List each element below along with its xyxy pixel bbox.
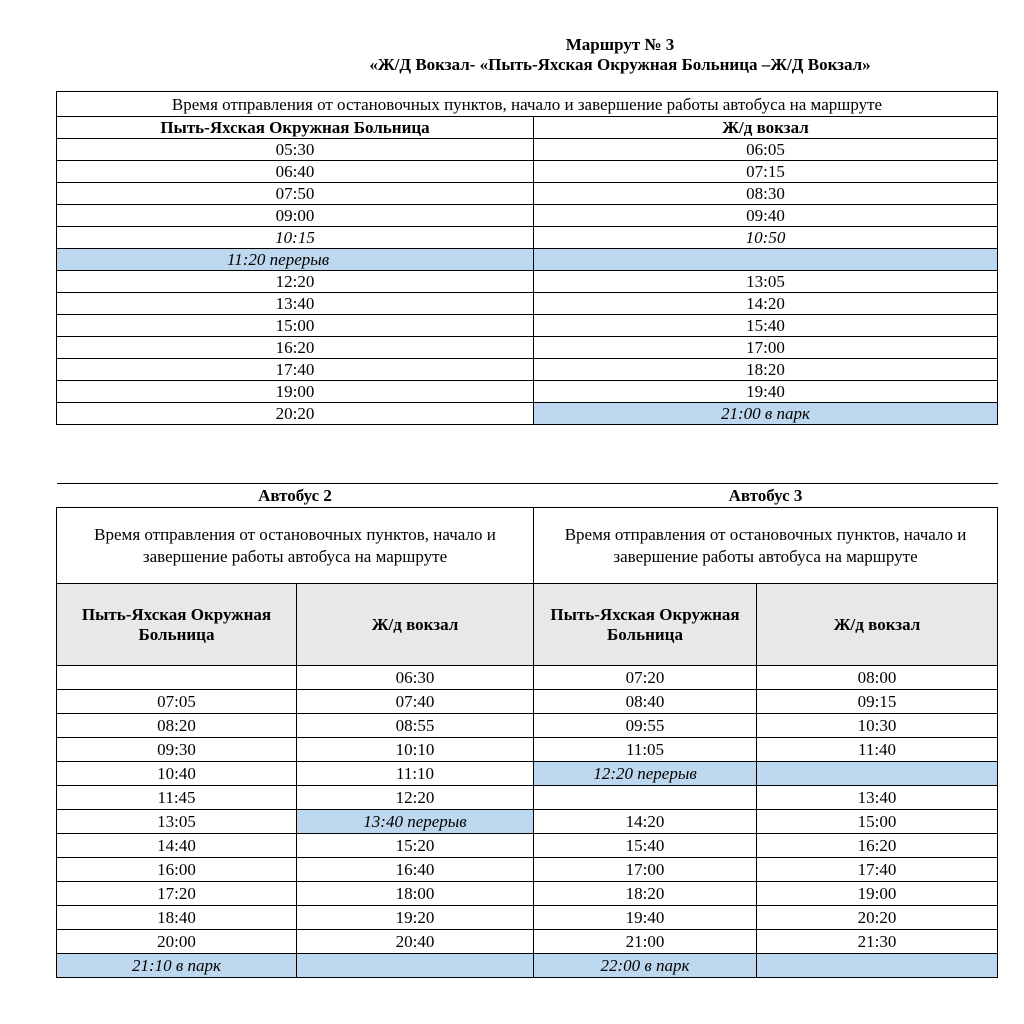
table-row (57, 337, 998, 359)
time-cell: 19:40 (534, 906, 757, 930)
time-cell: 20:20 (57, 403, 534, 425)
time-cell: 13:05 (57, 810, 297, 834)
time-cell: 10:50 (534, 227, 998, 249)
bus3-column-header-station: Ж/д вокзал (757, 584, 998, 666)
time-cell: 21:30 (757, 930, 998, 954)
time-cell: 07:05 (57, 690, 297, 714)
table-row (57, 227, 998, 249)
time-cell: 08:40 (534, 690, 757, 714)
time-cell: 10:30 (757, 714, 998, 738)
time-cell: 06:40 (57, 161, 534, 183)
time-cell: 08:55 (297, 714, 534, 738)
bus2-title: Автобус 2 (57, 484, 534, 508)
table-row (57, 205, 998, 227)
time-cell: 21:00 (534, 930, 757, 954)
time-cell: 13:05 (534, 271, 998, 293)
bus2-bus3-schedule-table (56, 483, 998, 978)
time-cell: 18:00 (297, 882, 534, 906)
time-cell: 15:00 (757, 810, 998, 834)
time-cell: 10:10 (297, 738, 534, 762)
time-cell: 09:30 (57, 738, 297, 762)
time-cell: 17:20 (57, 882, 297, 906)
time-cell: 09:40 (534, 205, 998, 227)
time-cell: 10:15 (57, 227, 534, 249)
time-cell: 19:20 (297, 906, 534, 930)
bus3-title: Автобус 3 (534, 484, 998, 508)
time-cell: 17:40 (757, 858, 998, 882)
route-subtitle: «Ж/Д Вокзал- «Пыть-Яхская Окружная Больница –Ж/Д Вокзал» (369, 55, 871, 74)
time-cell: 15:40 (534, 315, 998, 337)
time-cell: 20:00 (57, 930, 297, 954)
table-row (57, 858, 998, 882)
table-row (57, 882, 998, 906)
time-cell: 15:20 (297, 834, 534, 858)
time-cell: 12:20 (297, 786, 534, 810)
time-cell: 14:40 (57, 834, 297, 858)
table-row (57, 161, 998, 183)
table-row (57, 92, 998, 117)
to-depot-cell: 22:00 в парк (534, 954, 757, 978)
time-cell: 13:40 (757, 786, 998, 810)
time-cell: 09:15 (757, 690, 998, 714)
time-cell: 15:40 (534, 834, 757, 858)
time-cell (57, 666, 297, 690)
time-cell: 19:40 (534, 381, 998, 403)
bus2-column-header-hospital: Пыть-Яхская Окружная Больница (57, 584, 297, 666)
time-cell: 08:20 (57, 714, 297, 738)
time-cell: 11:05 (534, 738, 757, 762)
time-cell: 10:40 (57, 762, 297, 786)
empty-cell (757, 954, 998, 978)
table-row (57, 834, 998, 858)
time-cell: 07:40 (297, 690, 534, 714)
time-cell: 06:05 (534, 139, 998, 161)
time-cell: 09:00 (57, 205, 534, 227)
table-row (57, 381, 998, 403)
schedule-description: Время отправления от остановочных пунктов, начало и завершение работы автобуса на маршруте (57, 92, 998, 117)
time-cell: 14:20 (534, 810, 757, 834)
bus3-column-header-hospital: Пыть-Яхская Окружная Больница (534, 584, 757, 666)
table-row (57, 666, 998, 690)
table-row (57, 762, 998, 786)
table-header-row (57, 584, 998, 666)
time-cell: 13:40 (57, 293, 534, 315)
time-cell (534, 786, 757, 810)
time-cell: 17:40 (57, 359, 534, 381)
time-cell: 11:40 (757, 738, 998, 762)
to-depot-cell: 21:10 в парк (57, 954, 297, 978)
time-cell: 07:50 (57, 183, 534, 205)
time-cell: 18:20 (534, 882, 757, 906)
table-row (57, 315, 998, 337)
time-cell: 18:40 (57, 906, 297, 930)
table-header-row (57, 117, 998, 139)
time-cell: 16:20 (757, 834, 998, 858)
time-cell: 11:45 (57, 786, 297, 810)
description-row (57, 508, 998, 584)
column-header-hospital: Пыть-Яхская Окружная Больница (57, 117, 534, 139)
time-cell: 15:00 (57, 315, 534, 337)
table-row (57, 954, 998, 978)
time-cell: 09:55 (534, 714, 757, 738)
empty-cell (534, 249, 998, 271)
time-cell: 05:30 (57, 139, 534, 161)
table-row (57, 690, 998, 714)
table-row (57, 810, 998, 834)
time-cell: 11:10 (297, 762, 534, 786)
time-cell: 19:00 (757, 882, 998, 906)
table-row (57, 906, 998, 930)
route-title: Маршрут № 3 (565, 35, 675, 54)
table-row (57, 359, 998, 381)
time-cell: 19:00 (57, 381, 534, 403)
empty-cell (757, 762, 998, 786)
empty-cell (297, 954, 534, 978)
table-row (57, 786, 998, 810)
time-cell: 16:00 (57, 858, 297, 882)
time-cell: 07:20 (534, 666, 757, 690)
table-row (57, 139, 998, 161)
time-cell: 20:40 (297, 930, 534, 954)
bus2-description: Время отправления от остановочных пунктов, начало и завершение работы автобуса на маршруте (57, 508, 534, 584)
to-depot-cell: 21:00 в парк (534, 403, 998, 425)
bus1-schedule-table (56, 91, 998, 425)
column-header-station: Ж/д вокзал (534, 117, 998, 139)
table-row (57, 249, 998, 271)
bus3-description: Время отправления от остановочных пунктов, начало и завершение работы автобуса на маршруте (534, 508, 998, 584)
time-cell: 16:40 (297, 858, 534, 882)
time-cell: 08:00 (757, 666, 998, 690)
bus2-column-header-station: Ж/д вокзал (297, 584, 534, 666)
table-row (57, 930, 998, 954)
table-row (57, 183, 998, 205)
time-cell: 07:15 (534, 161, 998, 183)
table-row (57, 714, 998, 738)
time-cell: 16:20 (57, 337, 534, 359)
time-cell: 08:30 (534, 183, 998, 205)
table-row (57, 293, 998, 315)
time-cell: 20:20 (757, 906, 998, 930)
time-cell: 06:30 (297, 666, 534, 690)
bus-title-row (57, 484, 998, 508)
break-cell: 13:40 перерыв (297, 810, 534, 834)
time-cell: 18:20 (534, 359, 998, 381)
time-cell: 17:00 (534, 337, 998, 359)
time-cell: 12:20 (57, 271, 534, 293)
break-cell: 11:20 перерыв (57, 249, 534, 271)
table-row (57, 403, 998, 425)
table-row (57, 738, 998, 762)
time-cell: 17:00 (534, 858, 757, 882)
table-row (57, 271, 998, 293)
break-cell: 12:20 перерыв (534, 762, 757, 786)
time-cell: 14:20 (534, 293, 998, 315)
